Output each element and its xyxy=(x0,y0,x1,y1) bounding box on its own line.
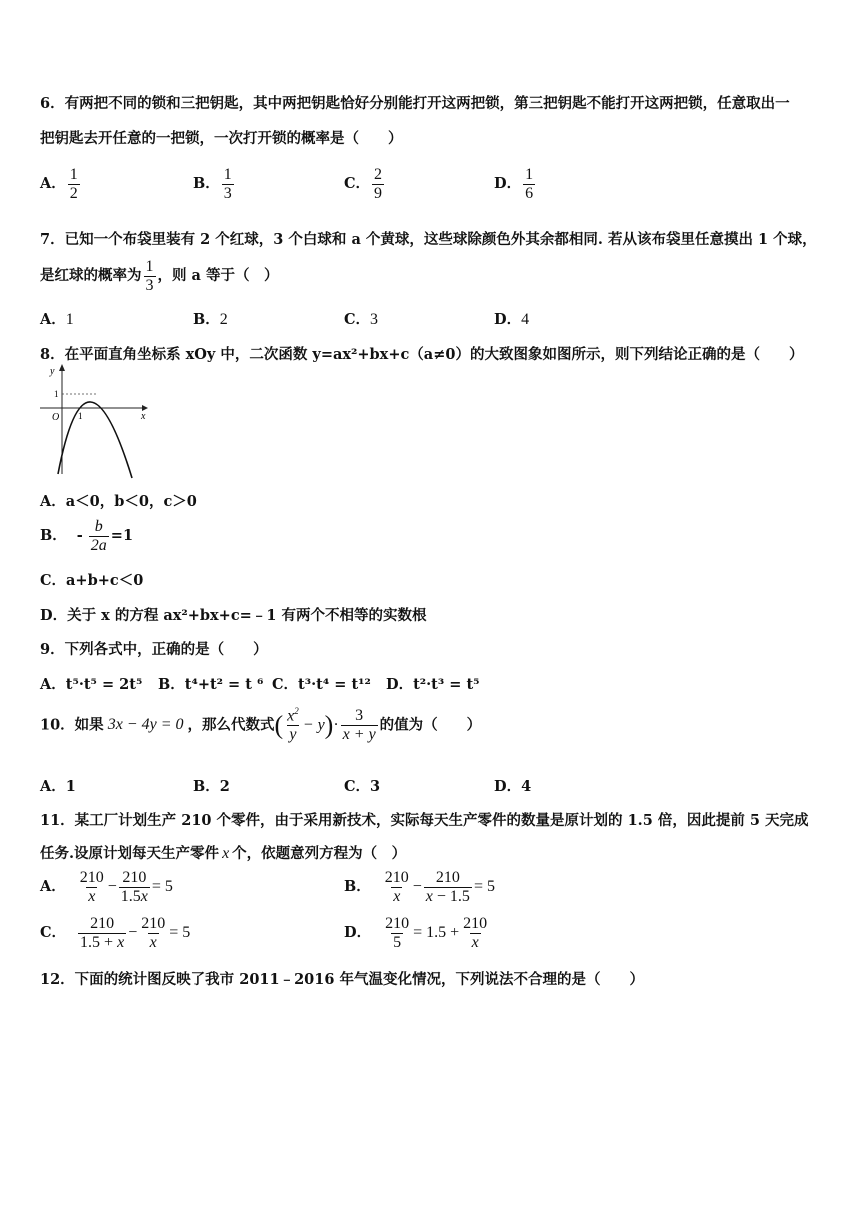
q6-option-d[interactable]: D． $\frac{1}{6}$ xyxy=(494,166,534,202)
q11-option-c[interactable]: C． $\frac{210}{1.5 + x}$ − $\frac{210}{x}$ = 5 xyxy=(40,915,191,951)
q7-option-c[interactable]: C．3 xyxy=(344,311,379,328)
q10-option-a[interactable]: A．1 xyxy=(40,778,76,795)
q6-option-d-fraction: $\frac{1}{6}$ xyxy=(525,166,534,202)
q10-option-d[interactable]: D．4 xyxy=(494,778,532,795)
q8-option-b[interactable]: B． - $\frac{b}{2a}$ =1 xyxy=(40,518,134,554)
q10-option-b[interactable]: B．2 xyxy=(193,778,230,795)
q8-option-b-fraction: $\frac{b}{2a}$ xyxy=(90,518,107,554)
y-one-label: 1 xyxy=(54,389,59,399)
y-axis-label: y xyxy=(50,366,55,377)
x-one-label: 1 xyxy=(78,411,83,421)
y-axis-arrow xyxy=(59,364,65,371)
q8-option-c[interactable]: C．a+b+c＜0 xyxy=(40,572,144,589)
q9-option-a[interactable]: A．t⁵·t⁵ = 2t⁵ xyxy=(40,676,143,693)
parabola-curve xyxy=(58,402,132,478)
q8-parabola-graph xyxy=(38,362,150,480)
q6-option-b[interactable]: B． $\frac{1}{3}$ xyxy=(193,166,232,202)
q6-option-a-fraction: $\frac{1}{2}$ xyxy=(69,166,78,202)
q10-condition: 3x − 4y = 0 xyxy=(107,716,184,734)
q6-option-b-fraction: $\frac{1}{3}$ xyxy=(223,166,232,202)
q6-option-c-fraction: $\frac{2}{9}$ xyxy=(374,166,383,202)
q11-option-d[interactable]: D． $\frac{210}{5}$ = 1.5 + $\frac{210}{x}$ xyxy=(344,915,488,951)
q8-option-a[interactable]: A．a＜0，b＜0，c＞0 xyxy=(40,493,197,510)
q7-option-d[interactable]: D．4 xyxy=(494,311,530,328)
q11-option-b[interactable]: B． $\frac{210}{x}$ − $\frac{210}{x - 1.5}$ = 5 xyxy=(344,869,495,905)
q11-option-a[interactable]: A． $\frac{210}{x}$ − $\frac{210}{1.5x}$ = 5 xyxy=(40,869,173,905)
q7-option-b[interactable]: B．2 xyxy=(193,311,228,328)
q9-option-c[interactable]: C．t³·t⁴ = t¹² xyxy=(272,676,371,693)
q7-fraction: $\frac{1}{3}$ xyxy=(145,258,154,294)
q9-option-d[interactable]: D．t²·t³ = t⁵ xyxy=(386,676,480,693)
q6-stem-line1: 6．有两把不同的锁和三把钥匙，其中两把钥匙恰好分别能打开这两把锁，第三把钥匙不能打开这两把锁，任意取出一 xyxy=(40,95,790,112)
q6-option-a[interactable]: A． $\frac{1}{2}$ xyxy=(40,166,78,202)
q9-stem: 9．下列各式中，正确的是（ ） xyxy=(40,641,268,658)
q6-option-c[interactable]: C． $\frac{2}{9}$ xyxy=(344,166,383,202)
q10-fraction-x2-over-y: $\frac{x^2}{y}$ xyxy=(287,706,299,743)
q7-stem-line1: 7．已知一个布袋里装有 2 个红球，3 个白球和 a 个黄球，这些球除颜色外其余都相同. 若从该布袋里任意摸出 1 个球， xyxy=(40,231,817,248)
x-axis-label: x xyxy=(141,411,146,422)
origin-label: O xyxy=(52,412,60,423)
q8-option-d[interactable]: D．关于 x 的方程 ax²+bx+c=﹣1 有两个不相等的实数根 xyxy=(40,607,427,624)
q8-stem: 8．在平面直角坐标系 xOy 中，二次函数 y=ax²+bx+c（a≠0）的大致图象如图所示，则下列结论正确的是（ ） xyxy=(40,346,804,363)
q10-expression: ( xyxy=(274,710,284,740)
q10-fraction-3-over-x-plus-y: $\frac{3}{x + y}$ xyxy=(342,707,376,743)
q6-stem-line2: 把钥匙去开任意的一把锁，一次打开锁的概率是（ ） xyxy=(40,130,403,147)
q9-option-b[interactable]: B．t⁴+t² = t ⁶ xyxy=(158,676,264,693)
q7-option-a[interactable]: A．1 xyxy=(40,311,74,328)
q7-stem-line2: 是红球的概率为 $\frac{1}{3}$ ，则 a 等于（ ） xyxy=(40,258,279,294)
q11-stem-line2: 任务.设原计划每天生产零件 x 个，依题意列方程为（ ） xyxy=(40,845,407,862)
q12-stem: 12．下面的统计图反映了我市 2011﹣2016 年气温变化情况，下列说法不合理的是（ ） xyxy=(40,971,644,988)
q10-option-c[interactable]: C．3 xyxy=(344,778,381,795)
q10-stem: 10．如果 3x − 4y = 0 ，那么代数式( $\frac{x^2}{y}$ − y)· $\frac{3}{x + y}$ 的值为（ ） xyxy=(40,706,482,743)
q11-stem-line1: 11．某工厂计划生产 210 个零件，由于采用新技术，实际每天生产零件的数量是原计划的 1.5 倍，因此提前 5 天完成 xyxy=(40,812,809,829)
